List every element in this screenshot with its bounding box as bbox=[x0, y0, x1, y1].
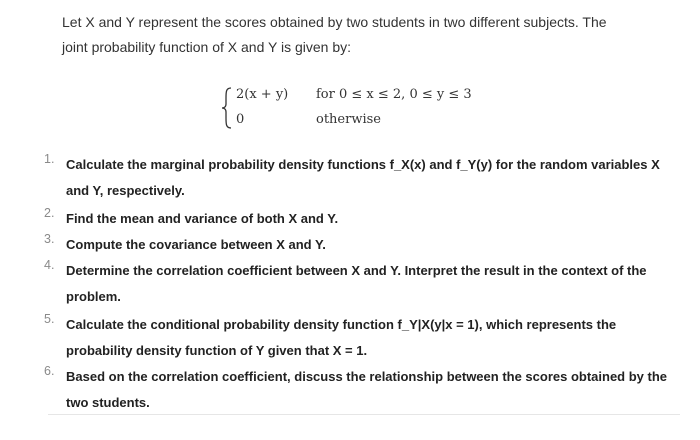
pdf-condition-1: for 0 ≤ x ≤ 2, 0 ≤ y ≤ 3 bbox=[316, 87, 472, 102]
question-text: Find the mean and variance of both X and Y. bbox=[66, 211, 339, 226]
question-number: 6. bbox=[44, 364, 55, 378]
question-number: 3. bbox=[44, 232, 55, 246]
question-number: 5. bbox=[44, 312, 55, 326]
pdf-expression-1: 2(x + y) bbox=[236, 87, 289, 102]
intro-text-2: joint probability function of X and Y is given by: bbox=[62, 39, 351, 55]
pdf-condition-2: otherwise bbox=[316, 112, 381, 127]
question-text: Calculate the marginal probability density functions f_X(x) and f_Y(y) for the random variables X and Y, respectively. bbox=[66, 157, 660, 198]
question-text: Based on the correlation coefficient, discuss the relationship between the scores obtained by the two students. bbox=[66, 369, 668, 410]
question-text: Compute the covariance between X and Y. bbox=[66, 237, 326, 252]
question-number: 1. bbox=[44, 152, 55, 166]
pdf-expression-2: 0 bbox=[236, 112, 245, 127]
question-text: Calculate the conditional probability density function f_Y|X(y|x = 1), which represents the probability density function of Y given that X = 1. bbox=[66, 317, 617, 358]
question-text: Determine the correlation coefficient between X and Y. Interpret the result in the context of the problem. bbox=[66, 263, 647, 304]
piecewise-brace bbox=[220, 86, 234, 130]
intro-line-2 bbox=[62, 39, 351, 55]
divider bbox=[48, 414, 680, 415]
intro-text-1: Let X and Y represent the scores obtained by two students in two different subjects. The bbox=[62, 14, 607, 30]
intro-line-1 bbox=[62, 14, 607, 30]
question-number: 4. bbox=[44, 258, 55, 272]
question-number: 2. bbox=[44, 206, 55, 220]
